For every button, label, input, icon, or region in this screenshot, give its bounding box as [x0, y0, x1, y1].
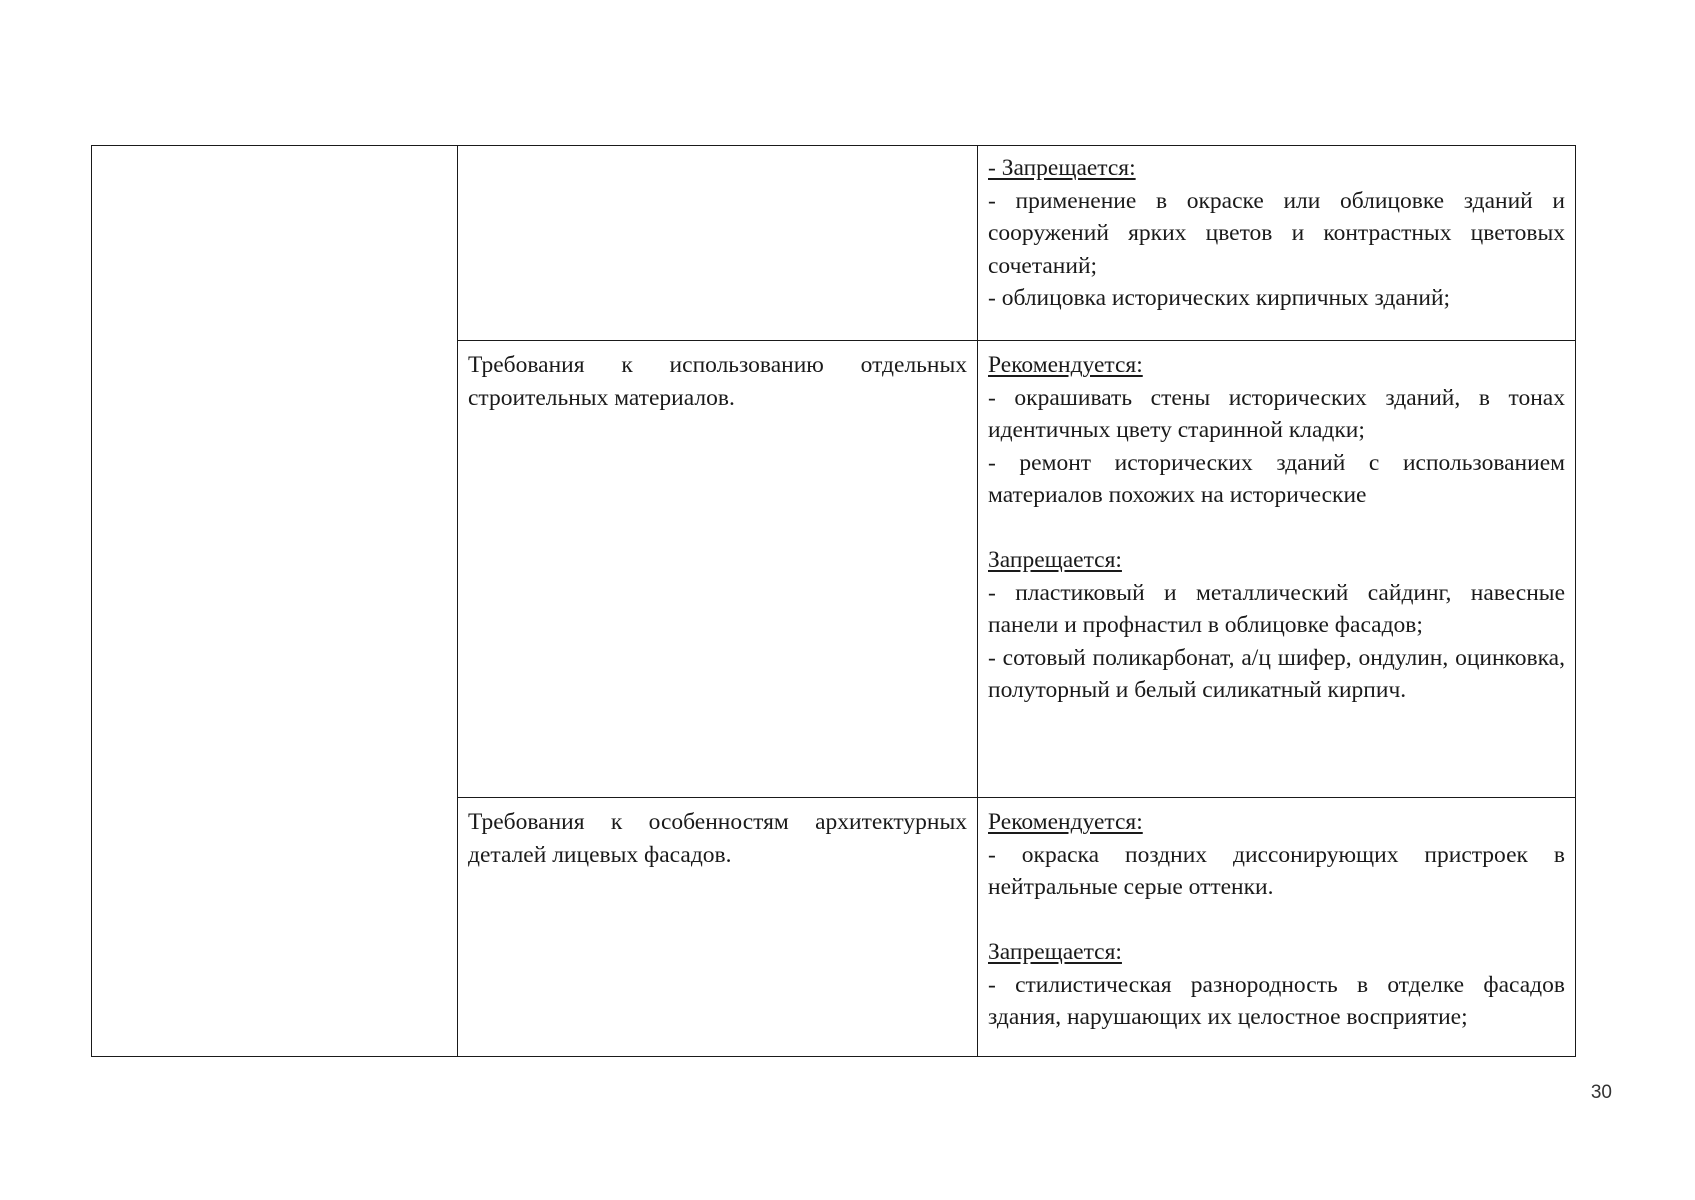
rule-item: - стилистическая разнородность в отделке фасадов здания, нарушающих их целостное восприятие; — [988, 971, 1565, 1030]
requirement-cell — [458, 798, 978, 1057]
rule-item: - сотовый поликарбонат, а/ц шифер, ондулин, оцинковка, полуторный и белый силикатный кирпич. — [988, 644, 1565, 703]
table-row — [92, 146, 1576, 341]
prohibited-heading: Запрещается: — [988, 939, 1122, 965]
requirement-cell — [458, 146, 978, 341]
rules-cell — [978, 341, 1576, 798]
prohibited-heading: Запрещается: — [988, 547, 1122, 573]
requirements-table — [91, 145, 1576, 1057]
rule-item: - применение в окраске или облицовке зданий и сооружений ярких цветов и контрастных цветовых сочетаний; — [988, 187, 1565, 279]
requirement-text — [458, 146, 977, 154]
rule-item: - облицовка исторических кирпичных зданий; — [988, 285, 1451, 311]
left-empty-cell — [92, 146, 458, 1057]
rule-item: - окрашивать стены исторических зданий, в тонах идентичных цвету старинной кладки; — [988, 384, 1565, 443]
prohibited-heading: - Запрещается: — [988, 155, 1136, 181]
page-number: 30 — [1590, 1082, 1612, 1103]
rules-cell — [978, 798, 1576, 1057]
rule-item: - пластиковый и металлический сайдинг, навесные панели и профнастил в облицовке фасадов; — [988, 579, 1565, 638]
recommended-heading: Рекомендуется: — [988, 809, 1143, 835]
spacer — [988, 904, 1565, 937]
rule-item: - окраска поздних диссонирующих пристроек в нейтральные серые оттенки. — [988, 841, 1565, 900]
requirement-text: Требования к использованию отдельных строительных материалов. — [468, 352, 967, 411]
requirement-text: Требования к особенностям архитектурных деталей лицевых фасадов. — [468, 809, 967, 868]
requirement-cell — [458, 341, 978, 798]
rule-item: - ремонт исторических зданий с использованием материалов похожих на исторические — [988, 449, 1565, 508]
rules-cell — [978, 146, 1576, 341]
spacer — [988, 512, 1565, 545]
recommended-heading: Рекомендуется: — [988, 352, 1143, 378]
